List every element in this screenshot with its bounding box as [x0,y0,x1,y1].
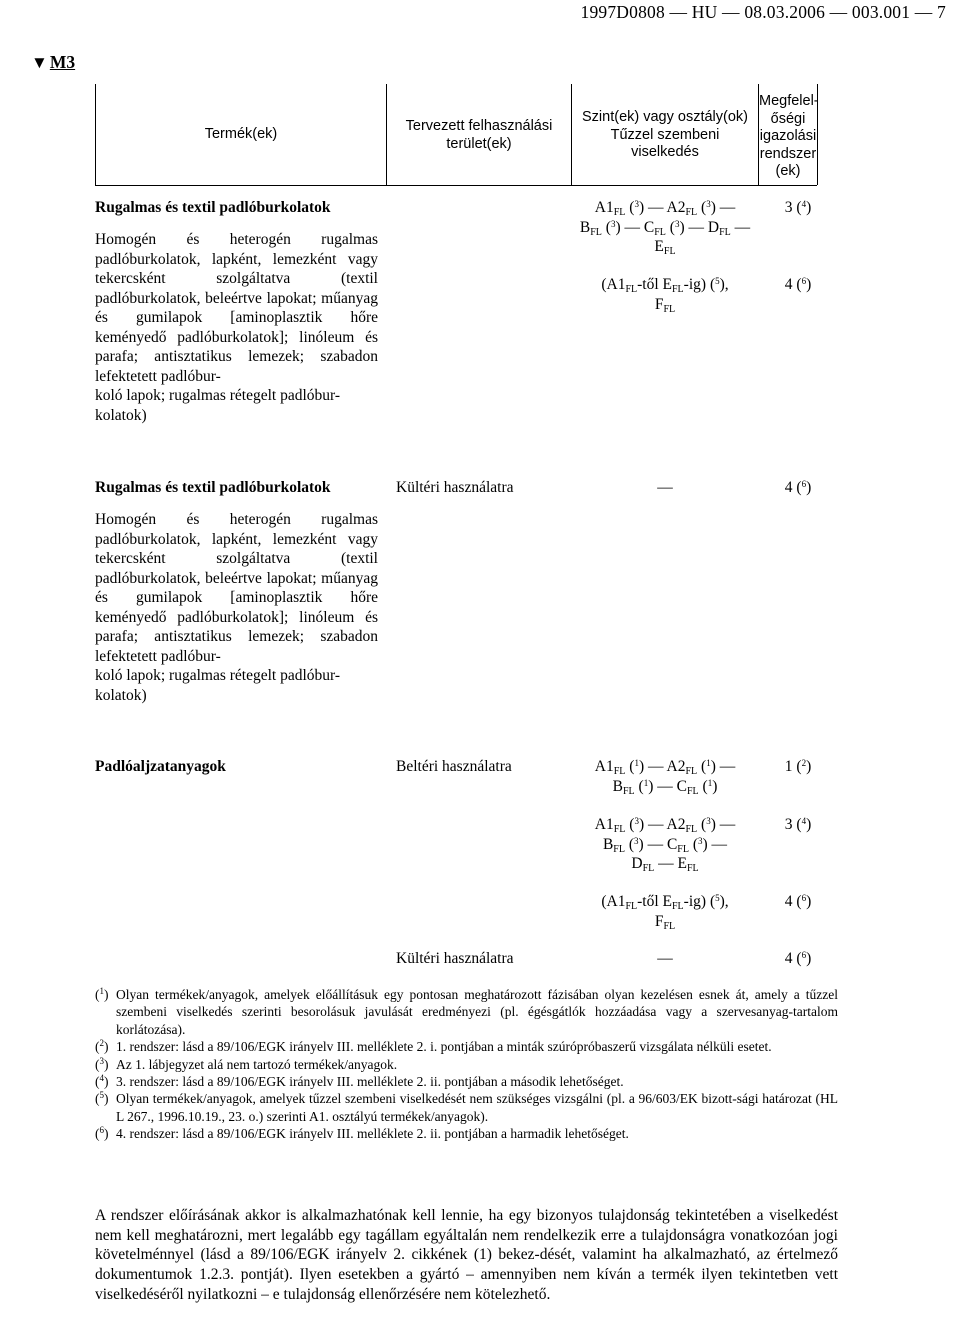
row3-class-group-1 [572,757,758,796]
column-header-line: őségi [770,110,806,127]
row3-system-2: 3 ($^4$) [784,816,812,833]
class-line: ($A1_{FL}$-től $E_{FL}-ig$) ($^5$), [601,276,729,295]
footnote-text: 4. rendszer: lásd a 89/106/EGK irányelv III. melléklete 2. ii. pontjában a harmadik lehetőséget. [116,1126,629,1142]
row2-class: — [657,479,673,496]
footnote-text: 1. rendszer: lásd a 89/106/EGK irányelv III. melléklete 2. i. pontjában a minták szúrópróbaszerű vizsgálata nélküli esetet. [116,1039,772,1055]
footnote-text: Olyan termékek/anyagok, amelyek tűzzel szembeni viselkedését nem szükséges vizsgálni (pl. a 96/603/EK bizott-sági határozat (HL L 267., 1996.10.19., 23. o.) szerinti A1. osztályú termékek/anyagok). [116,1091,838,1124]
class-line: $E_{FL}$ [654,238,676,257]
footnote: ($^1$) Olyan termékek/anyagok, amelyek előállításuk egy pontosan meghatározott fázisában olyan kezelésen esnek át, amely a tűzzel szembeni viselkedés szerinti besorolásuk javulását eredményezi (pl. égésgátlók hozzáadása vagy a szervesanyag-tartalom korlátozása). [95,986,838,1037]
column-header-line: igazolási [759,128,817,144]
row3-product-title: Padlóaljzatanyagok [95,758,226,775]
footnote-text: Az 1. lábjegyzet alá nem tartozó termékek/anyagok. [116,1056,398,1072]
column-header-line: Szint(ek) vagy osztály(ok) [582,109,748,125]
description-text: Homogén és heterogén rugalmas padlóburkolatok, lapként, lemezként vagy tekercsként szolgáltatva (textil padlóburkolatok, beleértve lapokat; műanyag és gumilapok [aminoplasztik hőre keményedő padlóburkolatok]; linóleum és parafa; antisztatikus lemezek; szabadon lefektetett padlóbur- [95,511,378,665]
row3-intended-use-indoor: Beltéri használatra [396,758,512,775]
row1-product-description [95,230,378,425]
description-text-last: koló lapok; rugalmas rétegelt padlóbur-kolatok) [95,667,341,704]
column-header-line: viselkedés [631,144,699,160]
column-header-line: Megfelel- [759,93,819,109]
column-header-line: Tervezett felhasználási [405,118,553,134]
row1-system-1: 3 ($^4$) [784,199,812,216]
class-line: $A1_{FL}$ ($^3$) — $A2_{FL}$ ($^3$) — [594,816,736,835]
closing-paragraph: A rendszer előírásának akkor is alkalmazhatónak kell lennie, ha egy bizonyos tulajdonság tekintetében a viselkedést nem kell meghatározni, mert legalább egy tagállam egyáltalán nem rendelkezik erre a tulajdonságra vonatkozóan jogi követelménnyel (lásd a 89/106/EGK irányelv 2. cikkének (1) bekez-dését, valamint ha alkalmazható, az értelmező dokumentumok 1.2.3. pontját). Ilyen esetekben a gyártó – amennyiben nem kíván a termék ilyen tekintetben vett viselkedéséről nyilatkozni – e tulajdonság ellenőrzésére nem kötelezhető. [95,1207,838,1303]
row2-product-title: Rugalmas és textil padlóburkolatok [95,479,331,496]
footnote: ($^6$) 4. rendszer: lásd a 89/106/EGK irányelv III. melléklete 2. ii. pontjában a harmadik lehetőséget. [95,1125,629,1142]
class-line: $B_{FL}$ ($^3$) — $C_{FL}$ ($^3$) — [602,835,728,855]
class-line: $F_{FL}$ [654,912,676,932]
triangle-down-icon: ▼ [31,53,48,72]
footnote-text: Olyan termékek/anyagok, amelyek előállításuk egy pontosan meghatározott fázisában olyan kezelésen esnek át, amely a tűzzel szembeni viselkedés szerinti besorolásuk javulását eredményezi (pl. égésgátlók hozzáadása vagy a szervesanyag-tartalom korlátozása). [116,987,838,1037]
footnote: ($^2$) 1. rendszer: lásd a 89/106/EGK irányelv III. melléklete 2. i. pontjában a minták szúrópróbaszerű vizsgálata nélküli esetet. [95,1038,772,1055]
running-header: 1997D0808 — HU — 08.03.2006 — 003.001 — 7 [580,2,946,22]
class-line: ($A1_{FL}$-től $E_{FL}-ig$) ($^5$), [601,893,729,912]
row1-system-2: 4 ($^6$) [784,276,812,293]
column-header-line: terület(ek) [446,135,512,152]
column-header-line: (ek) [775,163,801,179]
amendment-marker [31,53,75,73]
column-header-class [572,109,758,162]
class-line: $B_{FL}$ ($^3$) — $C_{FL}$ ($^3$) — $D_{FL}$ — [579,218,751,238]
column-header-product: Termék(ek) [204,126,278,142]
row1-class-group-1 [572,198,758,257]
row1-product-title: Rugalmas és textil padlóburkolatok [95,199,331,216]
class-line: $F_{FL}$ [654,295,676,315]
description-text-last: koló lapok; rugalmas rétegelt padlóbur-kolatok) [95,387,341,424]
row1-class-group-2 [572,275,758,314]
footnotes [95,986,838,1143]
class-line: $B_{FL}$ ($^1$) — $C_{FL}$ ($^1$) [612,777,718,797]
footnote-text: 3. rendszer: lásd a 89/106/EGK irányelv III. melléklete 2. ii. pontjában a második lehetőséget. [116,1074,624,1090]
column-header-line: rendszer [759,145,817,162]
column-header-intended-use [387,118,571,153]
table-header-rule [95,185,817,186]
row3-system-1: 1 ($^2$) [784,758,812,775]
footnote: ($^5$) Olyan termékek/anyagok, amelyek tűzzel szembeni viselkedését nem szükséges vizsgálni (pl. a 96/603/EK bizott-sági határozat (HL L 267., 1996.10.19., 23. o.) szerinti A1. osztályú termékek/anyagok). [95,1090,838,1124]
row3-system-3: 4 ($^6$) [784,893,812,910]
footnote: ($^3$) Az 1. lábjegyzet alá nem tartozó termékek/anyagok. [95,1055,398,1072]
row2-product-description [95,510,378,705]
footnote: ($^4$) 3. rendszer: lásd a 89/106/EGK irányelv III. melléklete 2. ii. pontjában a második lehetőséget. [95,1073,624,1090]
row3-class-group-2 [572,815,758,874]
row3-class-group-3 [572,892,758,931]
row3-intended-use-outdoor: Kültéri használatra [396,950,514,967]
column-header-attestation [759,93,817,181]
class-line: $A1_{FL}$ ($^3$) — $A2_{FL}$ ($^3$) — [594,199,736,218]
column-header-line: Tűzzel szembeni [610,126,720,143]
amendment-marker-label: M3 [49,52,76,72]
class-line: $D_{FL}$ — $E_{FL}$ [631,855,699,874]
description-text: Homogén és heterogén rugalmas padlóburkolatok, lapként, lemezként vagy tekercsként szolgáltatva (textil padlóburkolatok, beleértve lapokat; műanyag és gumilapok [aminoplasztik hőre keményedő padlóburkolatok]; linóleum és parafa; antisztatikus lemezek; szabadon lefektetett padlóbur- [95,231,378,385]
row3-class-outdoor: — [657,950,673,967]
row2-system: 4 ($^6$) [784,479,812,496]
row3-system-outdoor: 4 ($^6$) [784,950,812,967]
class-line: $A1_{FL}$ ($^1$) — $A2_{FL}$ ($^1$) — [594,758,736,777]
row2-intended-use: Kültéri használatra [396,479,514,496]
